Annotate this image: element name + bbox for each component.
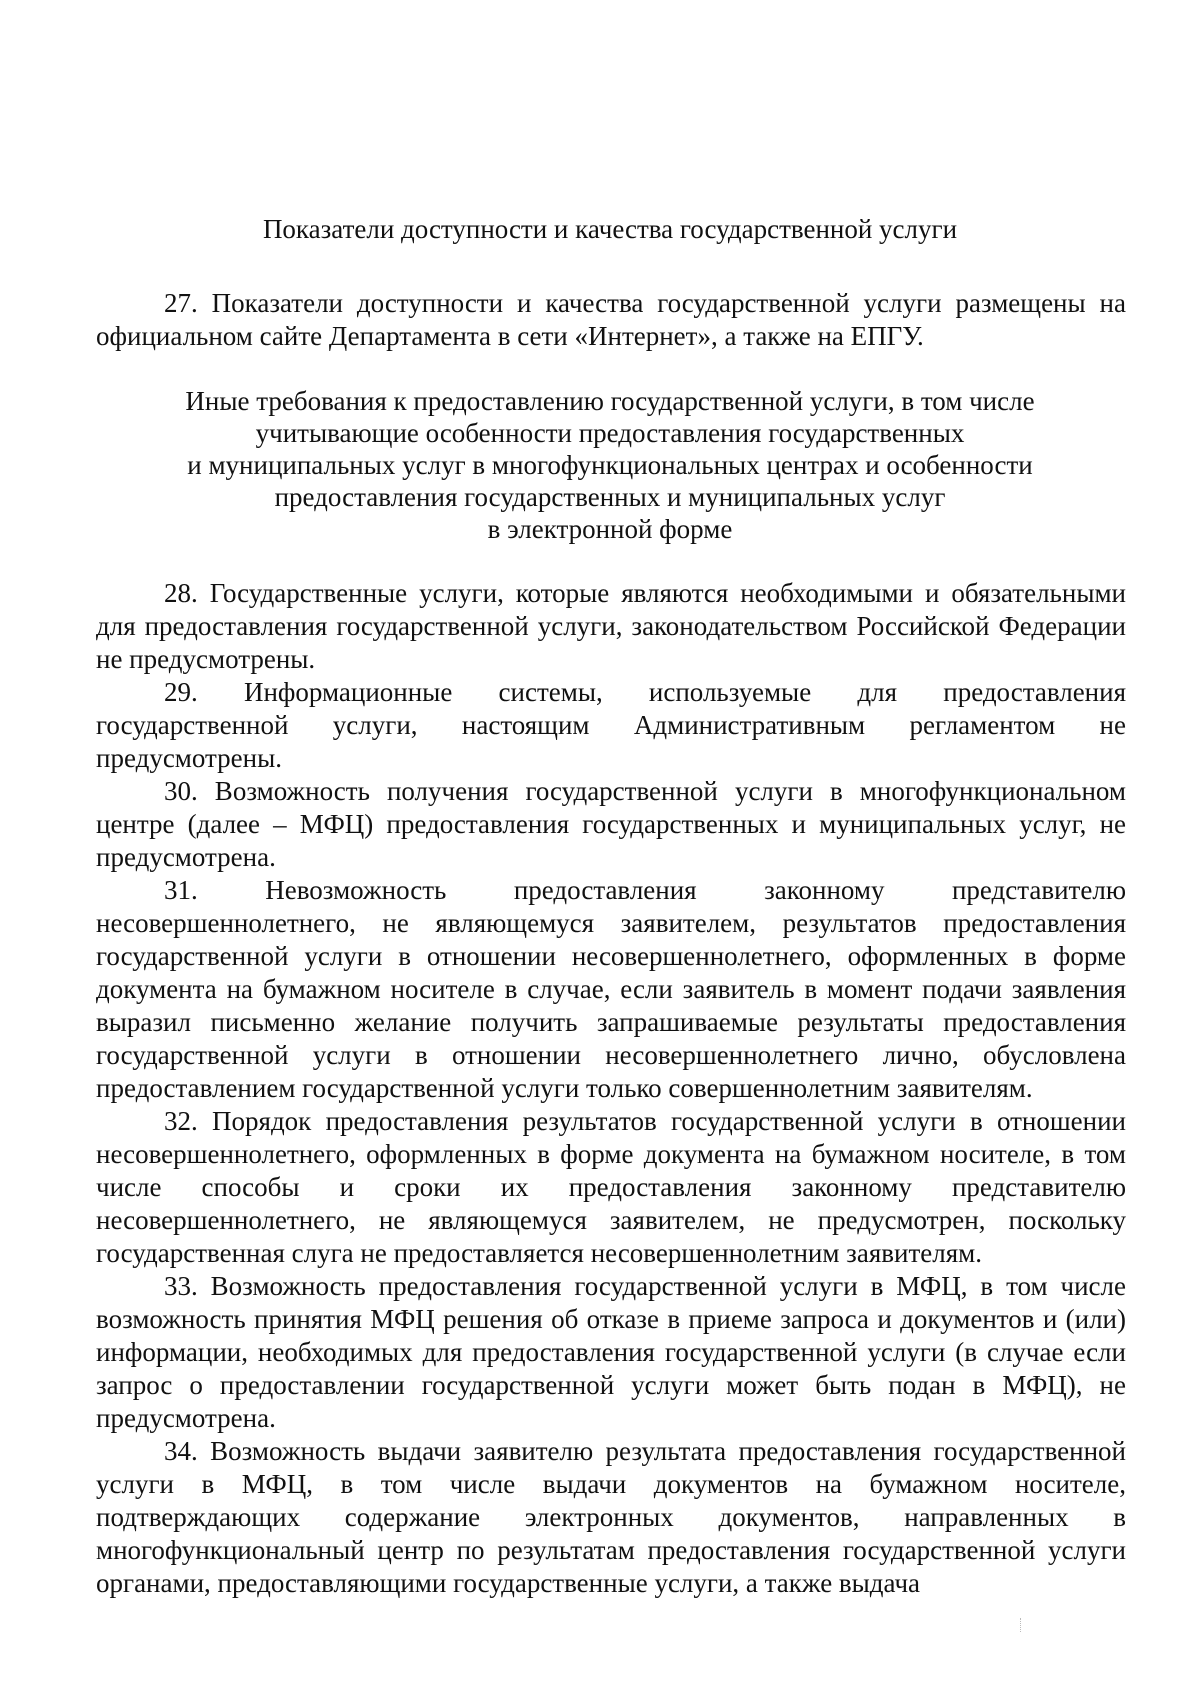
heading-line: Иные требования к предоставлению государственной услуги, в том числе <box>185 386 1035 416</box>
paragraph-31: 31. Невозможность предоставления законному представителю несовершеннолетнего, не являющемуся заявителем, результатов предоставления государственной услуги в отношении несовершеннолетнего, оформленных в форме документа на бумажном носителе в случае, если заявитель в момент подачи заявления выразил письменно желание получить запрашиваемые результаты предоставления государственной услуги в отношении несовершеннолетнего лично, обусловлена предоставлением государственной услуги только совершеннолетним заявителям. <box>96 875 1126 1103</box>
paragraph-30: 30. Возможность получения государственной услуги в многофункциональном центре (далее – МФЦ) предоставления государственных и муниципальных услуг, не предусмотрена. <box>96 776 1126 872</box>
paragraph-27-block <box>96 287 1126 353</box>
body-paragraphs <box>96 577 1126 1600</box>
paragraph-34: 34. Возможность выдачи заявителю результата предоставления государственной услуги в МФЦ, в том числе выдачи документов на бумажном носителе, подтверждающих содержание электронных документов, направленных в многофункциональный центр по результатам предоставления государственной услуги органами, предоставляющими государственные услуги, а также выдача <box>96 1436 1126 1598</box>
paragraph-29: 29. Информационные системы, используемые для предоставления государственной услуги, настоящим Административным регламентом не предусмотрены. <box>96 677 1126 773</box>
paragraph-27: 27. Показатели доступности и качества государственной услуги размещены на официальном сайте Департамента в сети «Интернет», а также на ЕПГУ. <box>96 288 1126 351</box>
heading-line: и муниципальных услуг в многофункциональных центрах и особенности <box>187 450 1033 480</box>
heading-line: предоставления государственных и муниципальных услуг <box>274 482 946 512</box>
heading-line: в электронной форме <box>487 514 733 544</box>
paragraph-32: 32. Порядок предоставления результатов государственной услуги в отношении несовершеннолетнего, оформленных в форме документа на бумажном носителе, в том числе способы и сроки их предоставления законному представителю несовершеннолетнего, не являющемуся заявителем, не предусмотрен, поскольку государственная слуга не предоставляется несовершеннолетним заявителям. <box>96 1106 1126 1268</box>
paragraph-33: 33. Возможность предоставления государственной услуги в МФЦ, в том числе возможность принятия МФЦ решения об отказе в приеме запроса и документов и (или) информации, необходимых для предоставления государственной услуги (в случае если запрос о предоставлении государственной услуги может быть подан в МФЦ), не предусмотрена. <box>96 1271 1126 1433</box>
scan-artifact <box>1020 1618 1027 1632</box>
heading-line: учитывающие особенности предоставления государственных <box>255 418 965 448</box>
section-title: Показатели доступности и качества государственной услуги <box>262 214 958 244</box>
section-heading-other-requirements <box>150 385 1070 545</box>
paragraph-28: 28. Государственные услуги, которые являются необходимыми и обязательными для предоставления государственной услуги, законодательством Российской Федерации не предусмотрены. <box>96 578 1126 674</box>
